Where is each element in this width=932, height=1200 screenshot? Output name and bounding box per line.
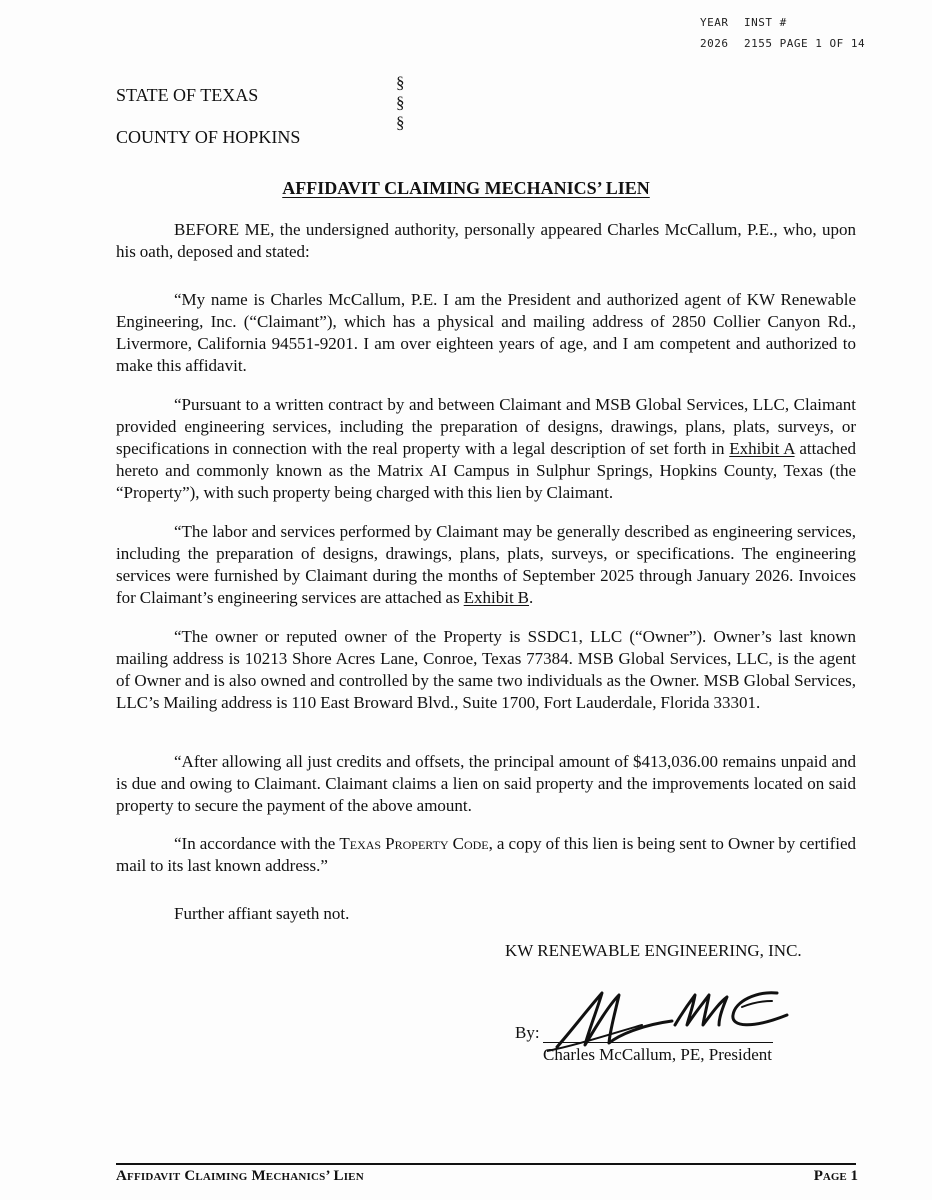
paragraph-text-part: attached hereto and commonly known as the Matrix AI Campus in Sulphur Springs, Hopkins County, Texas (the “Property”), with such property being charged with this lien by Claimant. — [116, 439, 856, 502]
exhibit-b-reference: Exhibit B — [463, 588, 530, 607]
signature-line — [543, 1042, 773, 1043]
section-mark: § — [396, 93, 405, 112]
section-marks — [396, 73, 405, 133]
paragraph-text: “The owner or reputed owner of the Property is SSDC1, LLC (“Owner”). Owner’s last known mailing address is 10213 Shore Acres Lane, Conroe, Texas 77384. MSB Global Services, LLC, is the agent of Owner and is also owned and controlled by the same two individuals as the Owner. MSB Global Services, LLC’s Mailing address is 110 East Broward Blvd., Suite 1700, Fort Lauderdale, Florida 33301. — [116, 627, 856, 712]
section-mark: § — [396, 113, 405, 132]
paragraph-services — [116, 521, 856, 609]
paragraph-contract — [116, 394, 856, 504]
paragraph-text — [116, 394, 856, 504]
venue-state: STATE OF TEXAS — [116, 85, 259, 105]
signer-name: Charles McCallum, PE, President — [543, 1045, 773, 1064]
by-label: By: — [515, 1023, 540, 1042]
paragraph-text-part: “The labor and services performed by Claimant may be generally described as engineering services, including the preparation of designs, drawings, plans, plats, surveys, or specifications. The engineering services were furnished by Claimant during the months of September 2025 through January 2026. Invoices for Claimant’s engineering services are attached as — [116, 522, 856, 607]
paragraph-text-part: . — [529, 588, 534, 607]
recording-stamp — [700, 12, 865, 54]
venue-block — [116, 74, 300, 158]
paragraph-notice — [116, 833, 856, 877]
footer-title: Affidavit Claiming Mechanics’ Lien — [116, 1168, 364, 1184]
paragraph-text-part: “In accordance with the — [174, 834, 340, 853]
paragraph-text: “After allowing all just credits and offsets, the principal amount of $413,036.00 remains unpaid and is due and owing to Claimant. Claimant claims a lien on said property and the improvements located on said property to secure the payment of the above amount. — [116, 752, 856, 815]
stamp-year: 2026 — [700, 37, 729, 50]
paragraph-identity — [116, 289, 856, 377]
paragraph-text: Further affiant sayeth not. — [174, 904, 350, 923]
section-mark: § — [396, 73, 405, 92]
stamp-inst-page: 2155 PAGE 1 OF 14 — [744, 37, 866, 50]
paragraph-appearance — [116, 219, 856, 263]
page-number: Page 1 — [813, 1168, 858, 1184]
exhibit-a-reference: Exhibit A — [729, 439, 795, 458]
venue-county: COUNTY OF HOPKINS — [116, 127, 301, 147]
paragraph-text: “My name is Charles McCallum, P.E. I am the President and authorized agent of KW Renewable Engineering, Inc. (“Claimant”), which has a physical and mailing address of 2850 Collier Canyon Rd., Livermore, California 94551-9201. I am over eighteen years of age, and I am competent and authorized to make this affidavit. — [116, 290, 856, 375]
stamp-inst-label: INST # — [744, 16, 787, 29]
paragraph-text-part: , a copy of this lien is being sent to Owner by certified mail to its last known address.” — [116, 834, 856, 875]
paragraph-text: BEFORE ME, the undersigned authority, personally appeared Charles McCallum, P.E., who, upon his oath, deposed and stated: — [116, 220, 856, 261]
paragraph-text — [116, 833, 856, 877]
paragraph-text — [116, 521, 856, 609]
company-name: KW RENEWABLE ENGINEERING, INC. — [505, 941, 802, 960]
paragraph-closing — [116, 903, 856, 925]
stamp-year-label: YEAR — [700, 16, 729, 29]
footer-divider — [116, 1163, 856, 1165]
paragraph-text-part: “Pursuant to a written contract by and between Claimant and MSB Global Services, LLC, Claimant provided engineering services, including the preparation of designs, drawings, plans, plats, surveys, or specifications in connection with the real property with a legal description of set forth in — [116, 395, 856, 458]
paragraph-amount — [116, 751, 856, 817]
texas-property-code-reference: Texas Property Code — [339, 834, 489, 853]
document-title: AFFIDAVIT CLAIMING MECHANICS’ LIEN — [282, 178, 650, 198]
paragraph-owner — [116, 626, 856, 714]
